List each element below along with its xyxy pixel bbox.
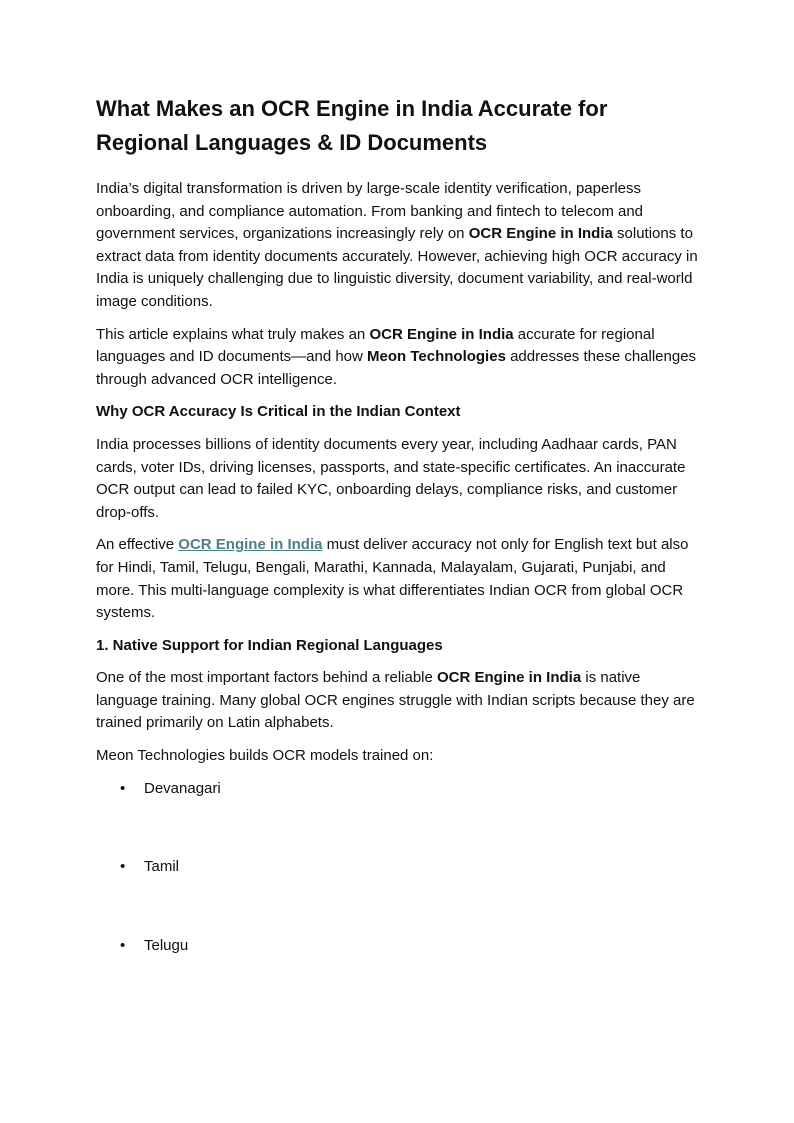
bullet-icon: •: [120, 936, 126, 954]
document-page: [96, 92, 700, 1013]
purpose-text-1: This article explains what truly makes an: [96, 325, 370, 343]
section-heading-why: Why OCR Accuracy Is Critical in the Indian Context: [96, 403, 461, 421]
models-intro-paragraph: Meon Technologies builds OCR models trained on:: [96, 747, 434, 765]
list-item-label: Tamil: [144, 858, 180, 876]
list-item: [96, 778, 700, 857]
intro-keyword: OCR Engine in India: [468, 225, 613, 243]
languages-paragraph: [96, 534, 700, 624]
ocr-engine-link[interactable]: OCR Engine in India: [178, 536, 323, 554]
list-item-label: Devanagari: [144, 779, 221, 797]
script-list: [96, 778, 700, 1014]
intro-text-2: solutions to extract data from identity documents accurately. However, achieving high OCR accuracy in India is uniquely challenging due to linguistic diversity, document variability, and real-world image conditions.: [96, 225, 698, 310]
native-text-2: is native language training. Many global OCR engines struggle with Indian scripts because they are trained primarily on Latin alphabets.: [96, 669, 695, 732]
article-title: What Makes an OCR Engine in India Accurate for Regional Languages & ID Documents: [96, 96, 608, 155]
company-name: Meon Technologies: [367, 348, 506, 366]
article-purpose-paragraph: [96, 324, 700, 392]
native-keyword: OCR Engine in India: [437, 669, 582, 687]
native-text-1: One of the most important factors behind a reliable: [96, 669, 438, 687]
intro-text-1: India’s digital transformation is driven by large-scale identity verification, paperless onboarding, and compliance automation. From banking and fintech to telecom and government services, organizations increasingly rely on: [96, 180, 644, 243]
section-heading-native: 1. Native Support for Indian Regional Languages: [96, 636, 443, 654]
list-item: [96, 935, 700, 1014]
list-item-label: Telugu: [144, 936, 189, 954]
purpose-text-2: accurate for regional languages and ID documents—and how: [96, 325, 655, 366]
list-item: [96, 856, 700, 935]
purpose-text-3: addresses these challenges through advanced OCR intelligence.: [96, 348, 697, 388]
purpose-keyword: OCR Engine in India: [369, 325, 514, 343]
bullet-icon: •: [120, 779, 126, 797]
context-paragraph: India processes billions of identity documents every year, including Aadhaar cards, PAN cards, voter IDs, driving licenses, passports, and state-specific certificates. An inaccurate OCR output can lead to failed KYC, onboarding delays, compliance risks, and customer drop-offs.: [96, 435, 686, 521]
intro-paragraph: [96, 178, 700, 314]
bullet-icon: •: [120, 858, 126, 876]
languages-text-1: An effective: [96, 536, 179, 554]
native-paragraph: [96, 667, 700, 735]
languages-text-2: must deliver accuracy not only for English text but also for Hindi, Tamil, Telugu, Bengali, Marathi, Kannada, Malayalam, Gujarati, Punjabi, and more. This multi-language complexity is what differentiates Indian OCR from global OCR systems.: [96, 536, 689, 622]
